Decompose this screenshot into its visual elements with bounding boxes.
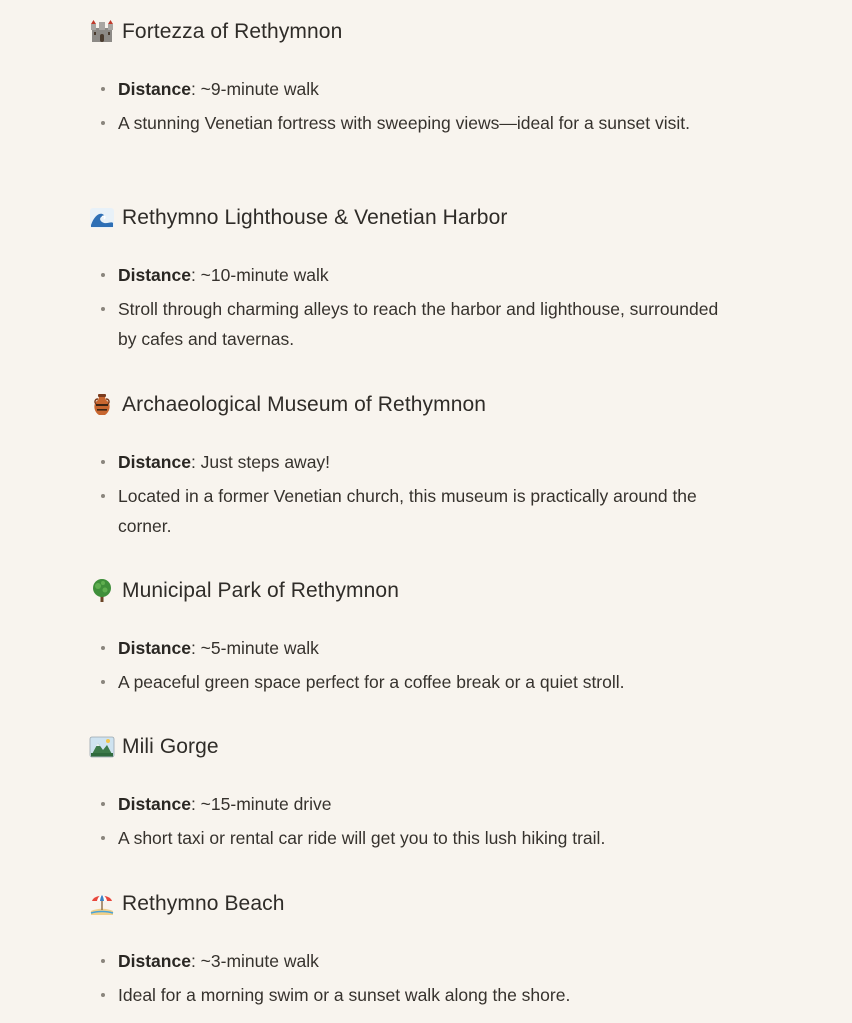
section-fortezza [90, 14, 730, 142]
section-heading [90, 14, 730, 50]
list-item [90, 260, 730, 290]
description: A stunning Venetian fortress with sweeping views—ideal for a sunset visit. [118, 113, 690, 133]
distance-value: : ~5-minute walk [190, 638, 319, 658]
distance-label: Distance [118, 638, 191, 658]
section-heading [90, 886, 730, 922]
detail-list [90, 74, 730, 138]
distance-value: : ~3-minute walk [190, 951, 319, 971]
distance-label: Distance [118, 951, 191, 971]
list-item [90, 980, 730, 1010]
section-title: Mili Gorge [122, 735, 219, 758]
list-item [90, 633, 730, 663]
section-heading [90, 729, 730, 765]
section-museum [90, 387, 730, 545]
distance-value: : ~10-minute walk [190, 265, 329, 285]
description: A peaceful green space perfect for a coffee break or a quiet stroll. [118, 672, 625, 692]
description: Ideal for a morning swim or a sunset walk along the shore. [118, 985, 571, 1005]
description: Stroll through charming alleys to reach the harbor and lighthouse, surrounded by cafes and tavernas. [118, 299, 719, 349]
list-item [90, 74, 730, 104]
detail-list [90, 260, 730, 354]
list-item [90, 946, 730, 976]
wave-icon [88, 204, 116, 232]
distance-value: : ~15-minute drive [190, 794, 332, 814]
distance-label: Distance [118, 794, 191, 814]
distance-value: : ~9-minute walk [190, 79, 319, 99]
section-park [90, 573, 730, 701]
section-title: Archaeological Museum of Rethymnon [122, 393, 487, 416]
list-item [90, 823, 730, 853]
castle-icon [88, 18, 116, 46]
list-item [90, 108, 730, 138]
section-lighthouse [90, 200, 730, 358]
distance-value: : Just steps away! [190, 452, 331, 472]
section-title: Rethymno Lighthouse & Venetian Harbor [122, 206, 508, 229]
list-item [90, 789, 730, 819]
section-beach [90, 886, 730, 1014]
section-heading [90, 387, 730, 423]
list-item [90, 294, 730, 354]
distance-label: Distance [118, 79, 191, 99]
description: A short taxi or rental car ride will get you to this lush hiking trail. [118, 828, 606, 848]
landscape-icon [88, 733, 116, 761]
list-item [90, 447, 730, 477]
section-title: Fortezza of Rethymnon [122, 20, 343, 43]
detail-list [90, 447, 730, 541]
section-title: Municipal Park of Rethymnon [122, 579, 399, 602]
amphora-icon [88, 391, 116, 419]
detail-list [90, 633, 730, 697]
section-heading [90, 573, 730, 609]
section-title: Rethymno Beach [122, 892, 285, 915]
list-item [90, 481, 730, 541]
distance-label: Distance [118, 452, 191, 472]
tree-icon [88, 577, 116, 605]
list-item [90, 667, 730, 697]
detail-list [90, 789, 730, 853]
distance-label: Distance [118, 265, 191, 285]
section-gorge [90, 729, 730, 857]
beach-umbrella-icon [88, 890, 116, 918]
description: Located in a former Venetian church, this museum is practically around the corner. [118, 486, 697, 536]
detail-list [90, 946, 730, 1010]
section-heading [90, 200, 730, 236]
